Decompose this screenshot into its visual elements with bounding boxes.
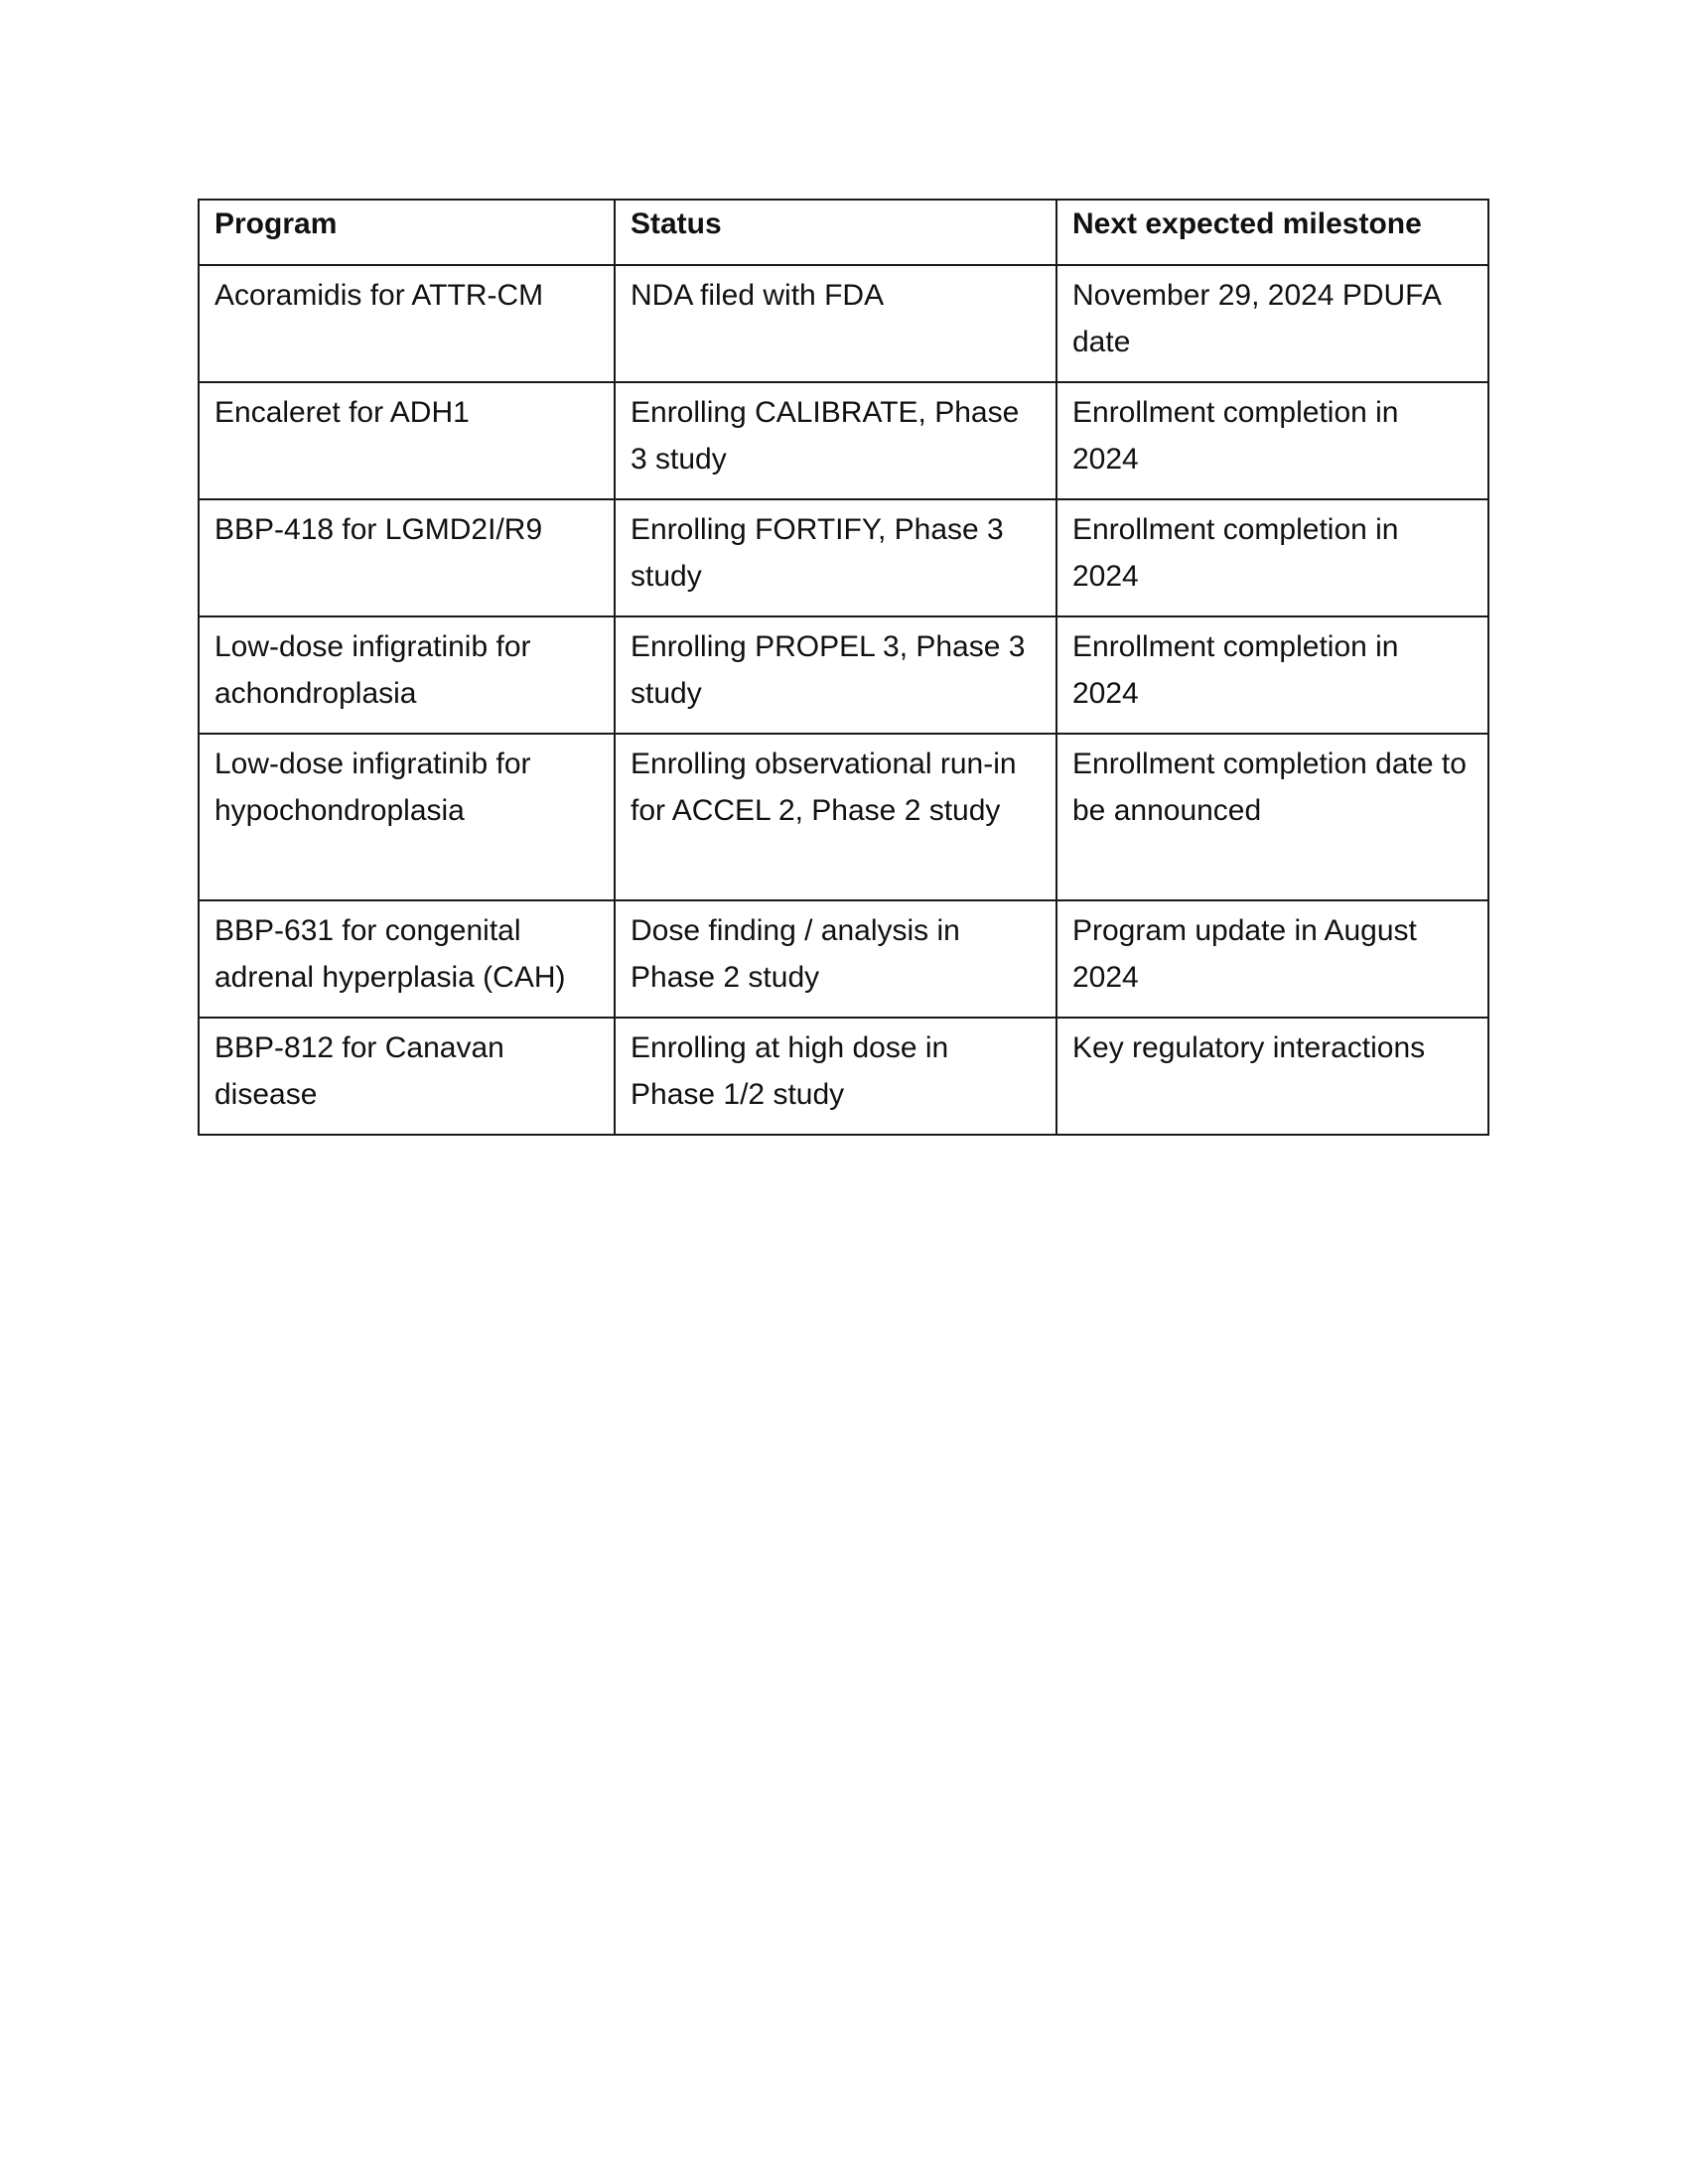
header-program: Program (199, 200, 615, 265)
table-row (199, 616, 1488, 734)
cell-milestone: Key regulatory interactions (1056, 1018, 1488, 1135)
cell-program: BBP-812 for Canavan disease (199, 1018, 615, 1135)
cell-status: Enrolling CALIBRATE, Phase 3 study (615, 382, 1056, 499)
table-row (199, 265, 1488, 382)
table-row (199, 499, 1488, 616)
cell-program: BBP-631 for congenital adrenal hyperplasia (CAH) (199, 900, 615, 1018)
cell-status: Enrolling PROPEL 3, Phase 3 study (615, 616, 1056, 734)
cell-program: Acoramidis for ATTR-CM (199, 265, 615, 382)
cell-status: Enrolling FORTIFY, Phase 3 study (615, 499, 1056, 616)
table-row (199, 1018, 1488, 1135)
cell-milestone: Program update in August 2024 (1056, 900, 1488, 1018)
pipeline-table (198, 199, 1489, 1136)
cell-program: BBP-418 for LGMD2I/R9 (199, 499, 615, 616)
cell-milestone: Enrollment completion in 2024 (1056, 499, 1488, 616)
cell-program: Low-dose infigratinib for hypochondroplasia (199, 734, 615, 900)
table-header-row (199, 200, 1488, 265)
table-row (199, 382, 1488, 499)
cell-status: Enrolling observational run-in for ACCEL 2, Phase 2 study (615, 734, 1056, 900)
cell-status: NDA filed with FDA (615, 265, 1056, 382)
table-row (199, 734, 1488, 900)
cell-milestone: Enrollment completion date to be announced (1056, 734, 1488, 900)
cell-milestone: November 29, 2024 PDUFA date (1056, 265, 1488, 382)
cell-status: Enrolling at high dose in Phase 1/2 study (615, 1018, 1056, 1135)
cell-milestone: Enrollment completion in 2024 (1056, 616, 1488, 734)
cell-milestone: Enrollment completion in 2024 (1056, 382, 1488, 499)
header-next-milestone: Next expected milestone (1056, 200, 1488, 265)
cell-program: Encaleret for ADH1 (199, 382, 615, 499)
cell-program: Low-dose infigratinib for achondroplasia (199, 616, 615, 734)
cell-status: Dose finding / analysis in Phase 2 study (615, 900, 1056, 1018)
header-status: Status (615, 200, 1056, 265)
table-row (199, 900, 1488, 1018)
